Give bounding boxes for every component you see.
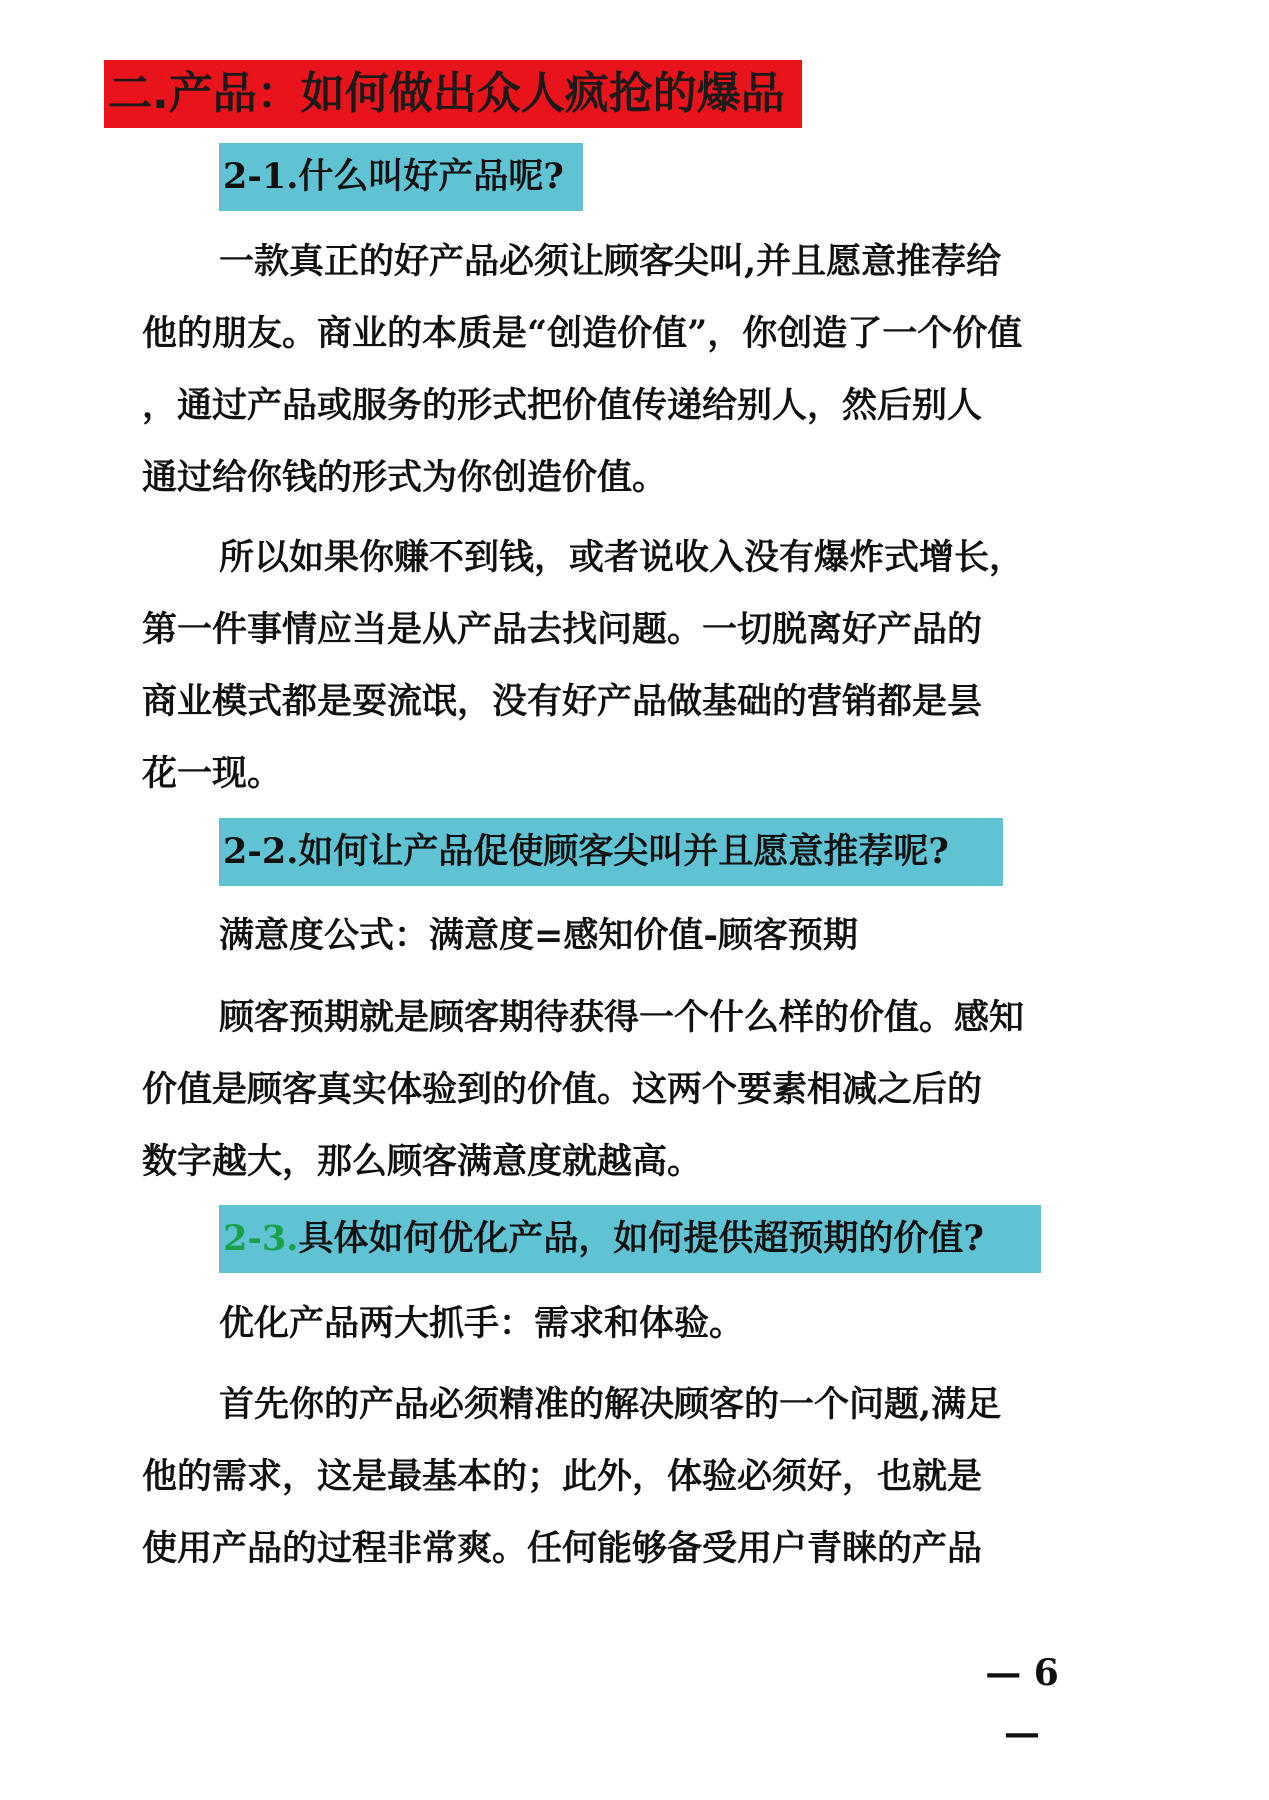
paragraph-line: 他的朋友。商业的本质是“创造价值”，你创造了一个价值 [142, 313, 1023, 354]
page-number: — 6 — [985, 1652, 1059, 1754]
section-heading-2-1 [219, 143, 583, 211]
paragraph-line: 通过给你钱的形式为你创造价值。 [142, 457, 668, 498]
section-title: 具体如何优化产品，如何提供超预期的价值? [298, 1218, 984, 1259]
section-number: 2-3. [223, 1218, 299, 1259]
paragraph-line: 顾客预期就是顾客期待获得一个什么样的价值。感知 [219, 997, 1025, 1038]
paragraph-line: 优化产品两大抓手：需求和体验。 [219, 1303, 745, 1344]
paragraph-line: 所以如果你赚不到钱，或者说收入没有爆炸式增长， [219, 537, 1025, 578]
section-heading-2-2 [219, 818, 1003, 886]
formula-line: 满意度公式：满意度=感知价值-顾客预期 [219, 915, 858, 956]
section-title: 如何让产品促使顾客尖叫并且愿意推荐呢? [298, 831, 949, 872]
section-number: 2-2. [223, 831, 299, 872]
section-heading-2-3 [219, 1205, 1041, 1273]
paragraph-line: 一款真正的好产品必须让顾客尖叫,并且愿意推荐给 [219, 241, 1002, 282]
paragraph-line: 价值是顾客真实体验到的价值。这两个要素相减之后的 [142, 1069, 983, 1110]
chapter-title: 二.产品：如何做出众人疯抢的爆品 [104, 60, 802, 128]
paragraph-line: 首先你的产品必须精准的解决顾客的一个问题,满足 [219, 1384, 1002, 1425]
section-title: 什么叫好产品呢? [298, 156, 564, 197]
paragraph-line: 使用产品的过程非常爽。任何能够备受用户青睐的产品 [142, 1528, 983, 1569]
paragraph-line: 花一现。 [142, 753, 283, 794]
paragraph-line: 数字越大，那么顾客满意度就越高。 [142, 1141, 703, 1182]
paragraph-line: 他的需求，这是最基本的；此外，体验必须好，也就是 [142, 1456, 983, 1497]
paragraph-line: 商业模式都是耍流氓，没有好产品做基础的营销都是昙 [142, 681, 983, 722]
section-number: 2-1. [223, 156, 299, 197]
paragraph-line: 第一件事情应当是从产品去找问题。一切脱离好产品的 [142, 609, 983, 650]
paragraph-line: ，通过产品或服务的形式把价值传递给别人，然后别人 [142, 385, 983, 426]
